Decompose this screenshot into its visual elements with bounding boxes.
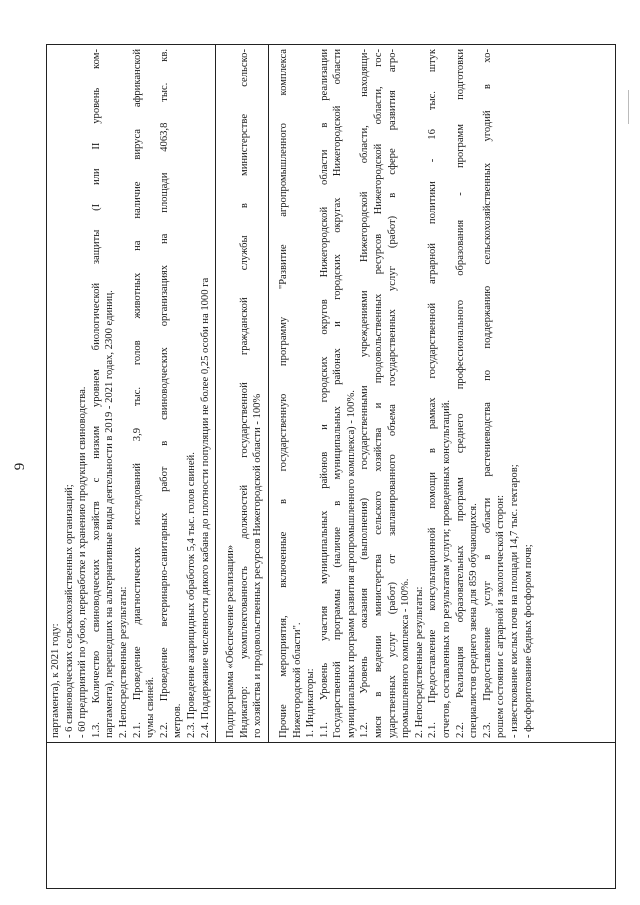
text-line: ударственных услуг (работ) от запланированного объема государственных услуг (работ) в сфере развития агро- <box>386 49 398 738</box>
text-line: чумы свиней. <box>145 676 157 738</box>
text-line: 2.1. Проведение диагностических исследований 3,9 тыс. голов животных на наличие вируса африканской <box>131 49 143 738</box>
text-line: рошем состоянии с аграрной и экологической сторон: <box>495 494 507 738</box>
rotated-content <box>12 44 616 889</box>
table-cell-subprogram <box>216 45 269 742</box>
text-line: 2. Непосредственные результаты: <box>413 586 425 738</box>
text-line: муниципальных программ развития агропромышленного комплекса) - 100%. <box>345 390 357 738</box>
text-line: - 6 свиноводческих сельскохозяйственных организаций; <box>63 484 75 738</box>
text-line: 1.2. Уровень оказания (выполнения) государственными учреждениями Нижегородской области, находящи- <box>359 49 371 738</box>
text-line: 2.2. Проведение ветеринарно-санитарных работ в свиноводческих организациях на площади 4063,8 тыс. кв. <box>158 49 170 738</box>
text-line: 2. Непосредственные результаты: <box>117 586 129 738</box>
table <box>46 44 616 889</box>
text-line: партамента), перешедших на альтернативные виды деятельности в 2019 - 2021 годах, 2300 единиц. <box>104 290 116 738</box>
text-line: 2.3. Предоставление услуг в области растениеводства по поддержанию сельскохозяйственных угодий в хо- <box>481 49 493 738</box>
text-line: 1.3. Количество свиноводческих хозяйств с низким уровнем биологической защиты (I или II уровень ком- <box>90 49 102 738</box>
text-line: Прочие мероприятия, включенные в государственную программу "Развитие агропромышленного комплекса <box>277 49 289 738</box>
text-line: отчетов, составленных по результатам услуги; проведенных консультаций. <box>441 399 453 738</box>
text-line: 2.4. Поддержание численности дикого кабана до плотности популяции не более 0,25 особи на 1000 га <box>199 277 211 738</box>
text-line: го хозяйства и продовольственных ресурсов Нижегородской области - 100% <box>252 393 264 738</box>
table-cell-other-activities <box>269 45 615 742</box>
table-right-column <box>47 45 615 742</box>
table-cell-measures <box>47 45 216 742</box>
text-line: метров. <box>172 703 184 738</box>
text-line: - известкование кислых почв на площади 14,7 тыс. гектаров; <box>509 464 520 738</box>
text-line: промышленного комплекса - 100%. <box>400 578 412 738</box>
text-line: специалистов среднего звена для 859 обучающихся. <box>468 503 480 738</box>
text-line: - 60 предприятий по убою, переработке и хранению продукции свиноводства. <box>77 386 89 738</box>
text-line: мися в ведении министерства сельского хозяйства и продовольственных ресурсов Нижегородской области, гос- <box>373 49 385 738</box>
table-left-column <box>47 742 615 888</box>
page-number: 9 <box>12 462 28 471</box>
text-line: 2.2. Реализация образовательных программ среднего профессионального образования - программ подготовки <box>454 49 466 738</box>
text-line: 2.1. Предоставление консультационной помощи в рамках государственной аграрной политики - 16 тыс. штук <box>427 49 439 738</box>
text-line: 2.3. Проведение акарицидных обработок 5,4 тыс. голов свиней. <box>185 452 197 738</box>
scan-edge-mark <box>628 90 629 124</box>
text-line: партамента), к 2021 году: <box>50 623 61 738</box>
text-line: Подпрограмма «Обеспечение реализации» <box>225 544 237 738</box>
text-line: Индикатор: укомплектованность должностей государственной гражданской службы в министерстве сельско- <box>238 49 250 738</box>
text-line: 1.1. Уровень участия муниципальных районов и городских округов Нижегородской области в реализации <box>318 49 330 738</box>
text-line: Нижегородской области". <box>291 622 303 738</box>
text-line: - фосфоритование бедных фосфором почв; <box>522 544 534 738</box>
text-line: 1. Индикаторы: <box>305 668 317 738</box>
text-line: Государственной программы (наличие в муниципальных районах и городских округах Нижегородской области <box>332 49 344 738</box>
